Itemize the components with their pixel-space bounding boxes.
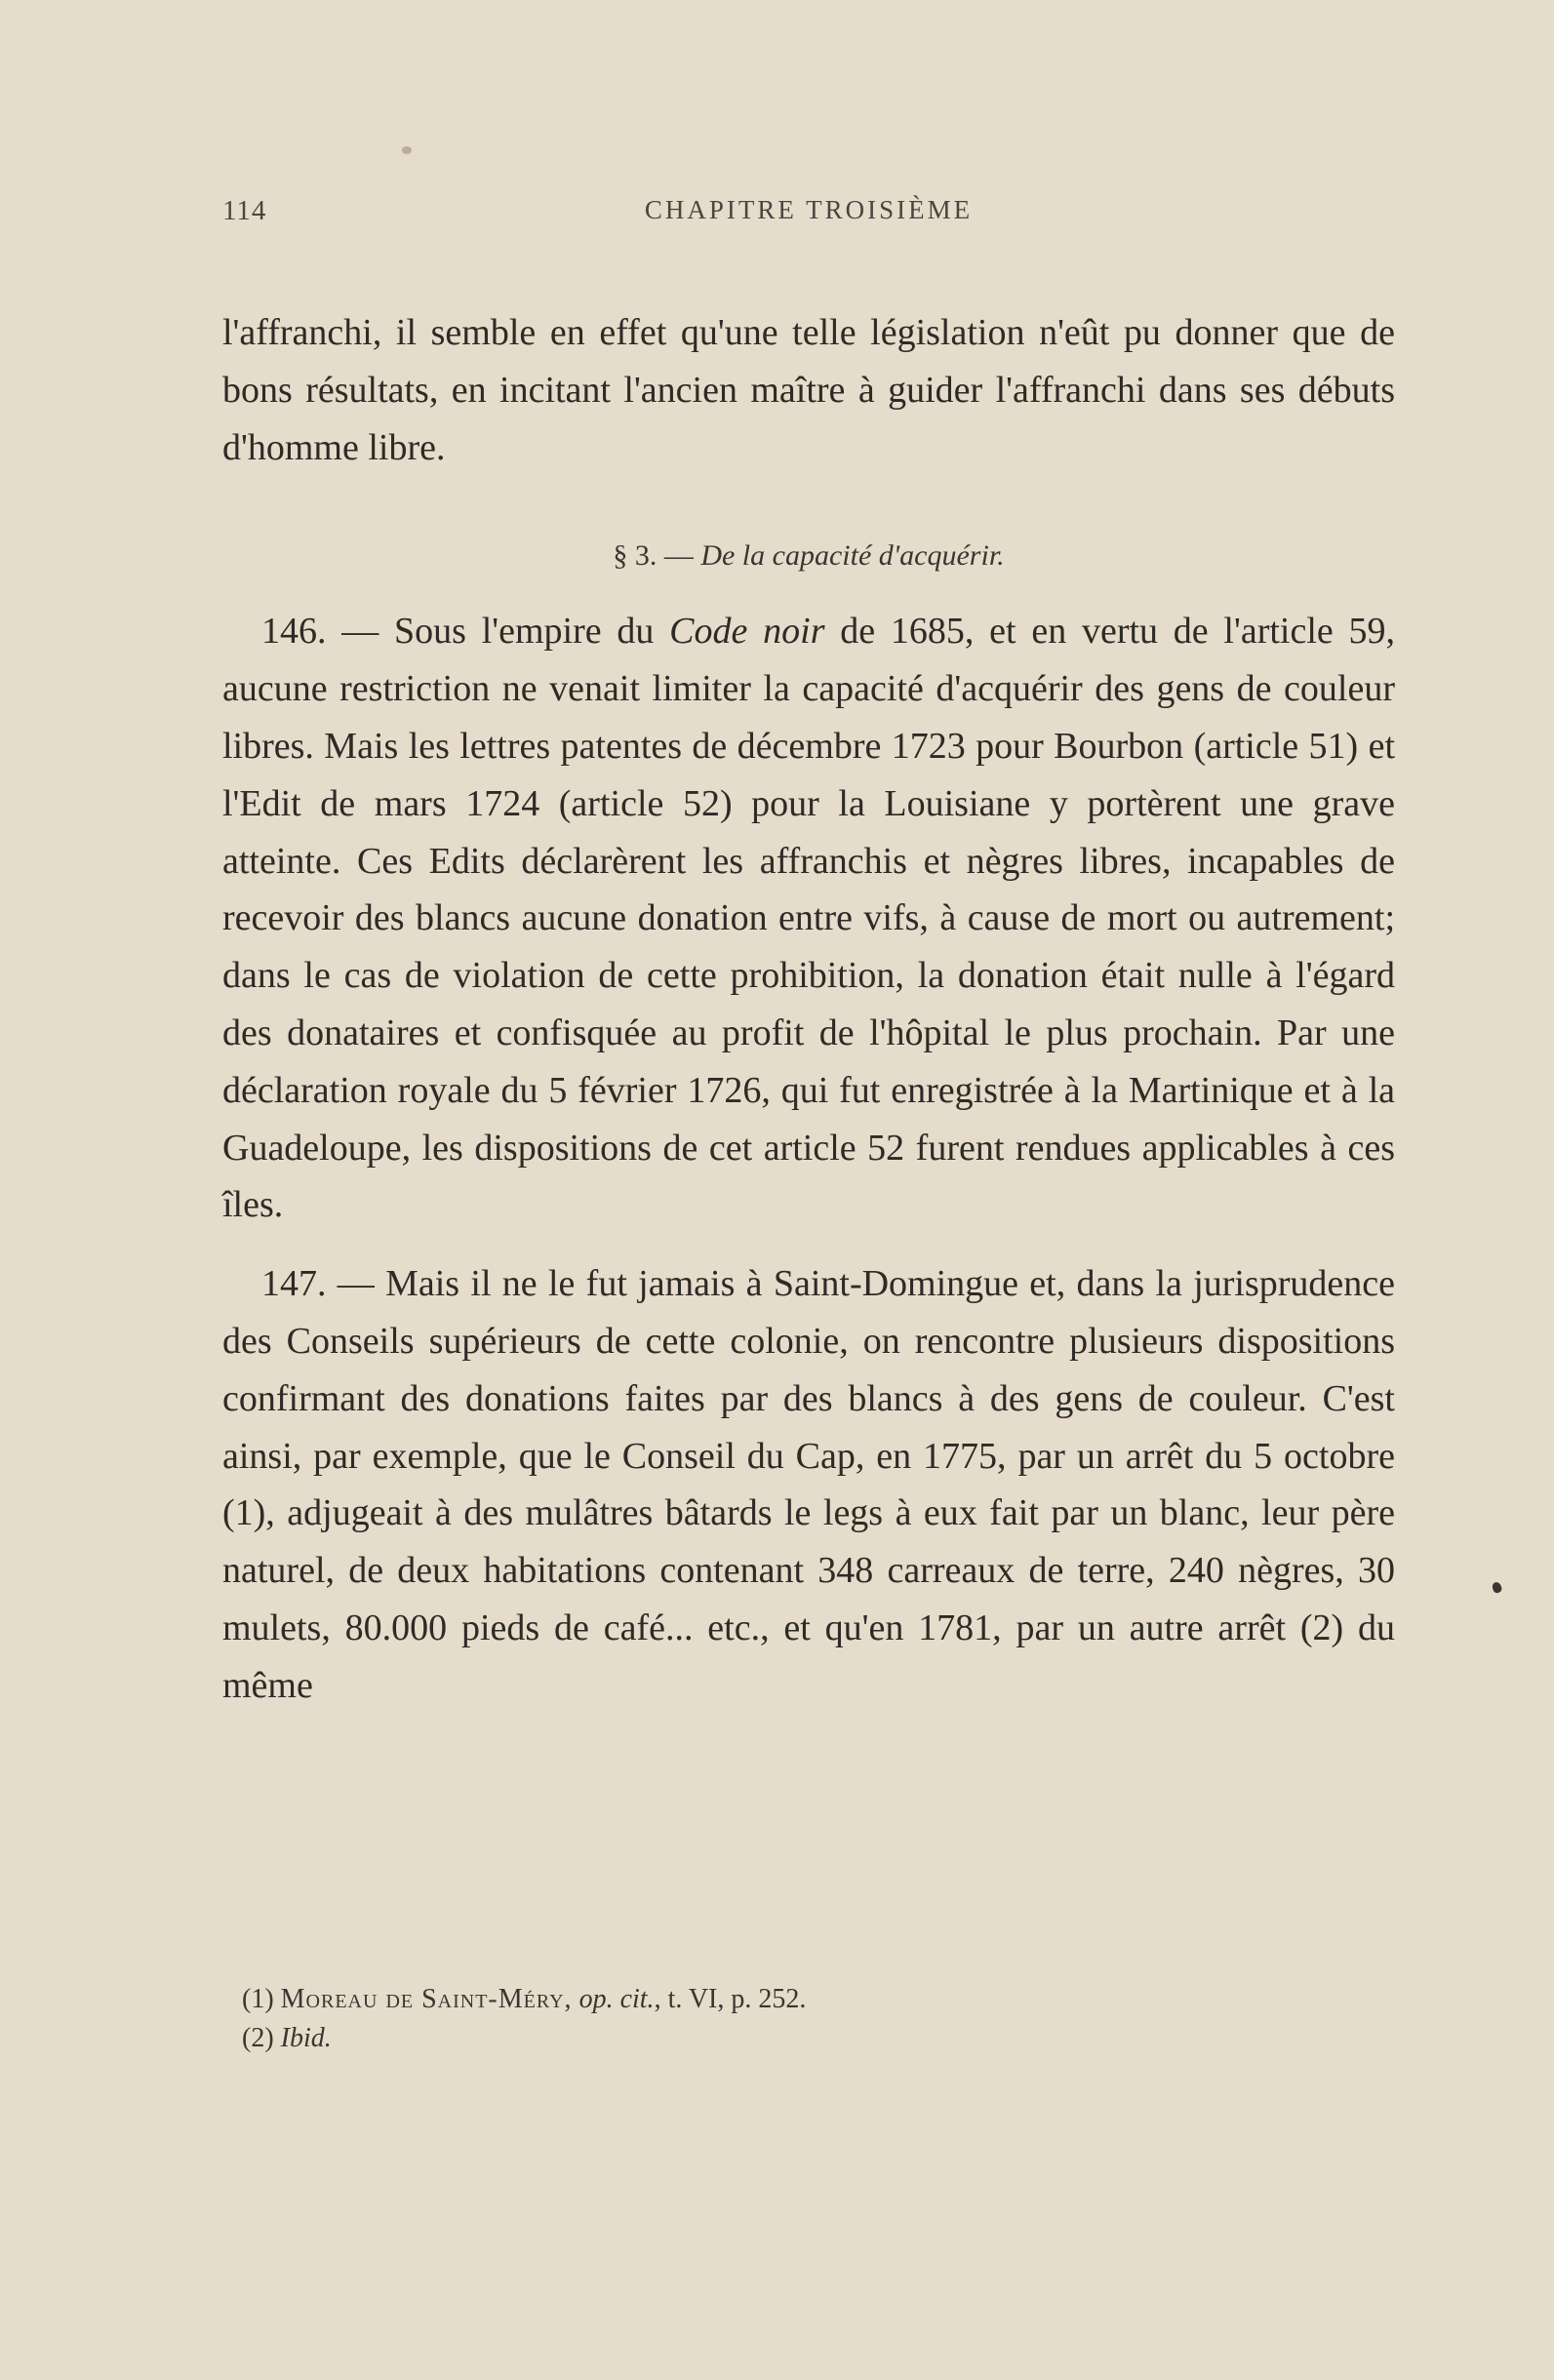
paper-blemish bbox=[402, 146, 412, 154]
footnote-reference: Ibid. bbox=[280, 2023, 332, 2053]
footnote-1 bbox=[242, 1980, 1217, 2019]
footnote-text: , t. VI, p. 252. bbox=[654, 1984, 807, 2014]
footnote-2 bbox=[242, 2019, 1217, 2058]
intro-line: l'affranchi, il semble en effet qu'une telle législation n'eût pu bbox=[222, 312, 1161, 353]
paragraph-number: 146. — bbox=[261, 611, 379, 653]
paragraph-gap bbox=[222, 1234, 1395, 1255]
footnote-reference: op. cit. bbox=[578, 1984, 655, 2014]
paragraph-147 bbox=[222, 1255, 1395, 1714]
footnote-mark: (1) bbox=[242, 1984, 274, 2014]
paragraph-number: 147. — bbox=[261, 1263, 375, 1305]
footnotes bbox=[242, 1980, 1217, 2058]
paragraph-146 bbox=[222, 603, 1395, 1234]
paragraph-text: Mais il ne le fut jamais à Saint-Domingue et, dans la jurisprudence des Conseils supérieurs de cette colonie, on rencontre plusieurs dispositions confirmant des donations faites par des blancs à des gens de couleur. C'est ainsi, par exemple, que le Conseil du Cap, en 1775, par un arrêt du 5 octobre (1), adjugeait à des mulâtres bâtards le legs à eux fait par un blanc, leur père naturel, de deux habitations contenant 348 carreaux de terre, 240 nègres, 30 mulets, 80.000 pieds de café... etc., et qu'en 1781, par un autre arrêt (2) du même bbox=[222, 1263, 1396, 1706]
footnote-author: Moreau de Saint-Méry, bbox=[280, 1984, 573, 2014]
intro-line: guider l'affranchi dans ses débuts d'homme libre. bbox=[222, 369, 1395, 468]
intro-paragraph bbox=[222, 304, 1395, 476]
section-number: § 3. — bbox=[613, 539, 694, 573]
section-title: De la capacité d'acquérir. bbox=[700, 539, 1005, 573]
running-head: CHAPITRE TROISIÈME bbox=[644, 195, 974, 224]
intro-line: donner que de bons résultats, en incitant l'ancien maître à bbox=[222, 312, 1395, 411]
body-text bbox=[222, 304, 1395, 1715]
ink-speck bbox=[1491, 1581, 1502, 1594]
code-noir-title: Code noir bbox=[669, 611, 825, 653]
page-header bbox=[222, 195, 1395, 238]
paragraph-text: de 1685, et en vertu de l'article 59, aucune restriction ne venait limiter la capacité d'acquérir des gens de couleur libres. Mais les lettres patentes de décembre 1723 pour Bourbon (article 51) et l'Edit de mars 1724 (article 52) pour la Louisiane y portèrent une grave atteinte. Ces Edits déclarèrent les affranchis et nègres libres, incapables de recevoir des blancs aucune donation entre vifs, à cause de mort ou autrement; dans le cas de violation de cette prohibition, la donation était nulle à l'égard des donataires et confisquée au profit de l'hôpital le plus prochain. Par une déclaration royale du 5 février 1726, qui fut enregistrée à la Martinique et à la Guadeloupe, les dispositions de cet article 52 furent rendues applicables à ces îles. bbox=[222, 611, 1396, 1226]
section-heading bbox=[222, 536, 1395, 575]
footnote-mark: (2) bbox=[242, 2023, 274, 2053]
paragraph-text: Sous l'empire du bbox=[394, 611, 655, 653]
page-number: 114 bbox=[222, 195, 267, 226]
